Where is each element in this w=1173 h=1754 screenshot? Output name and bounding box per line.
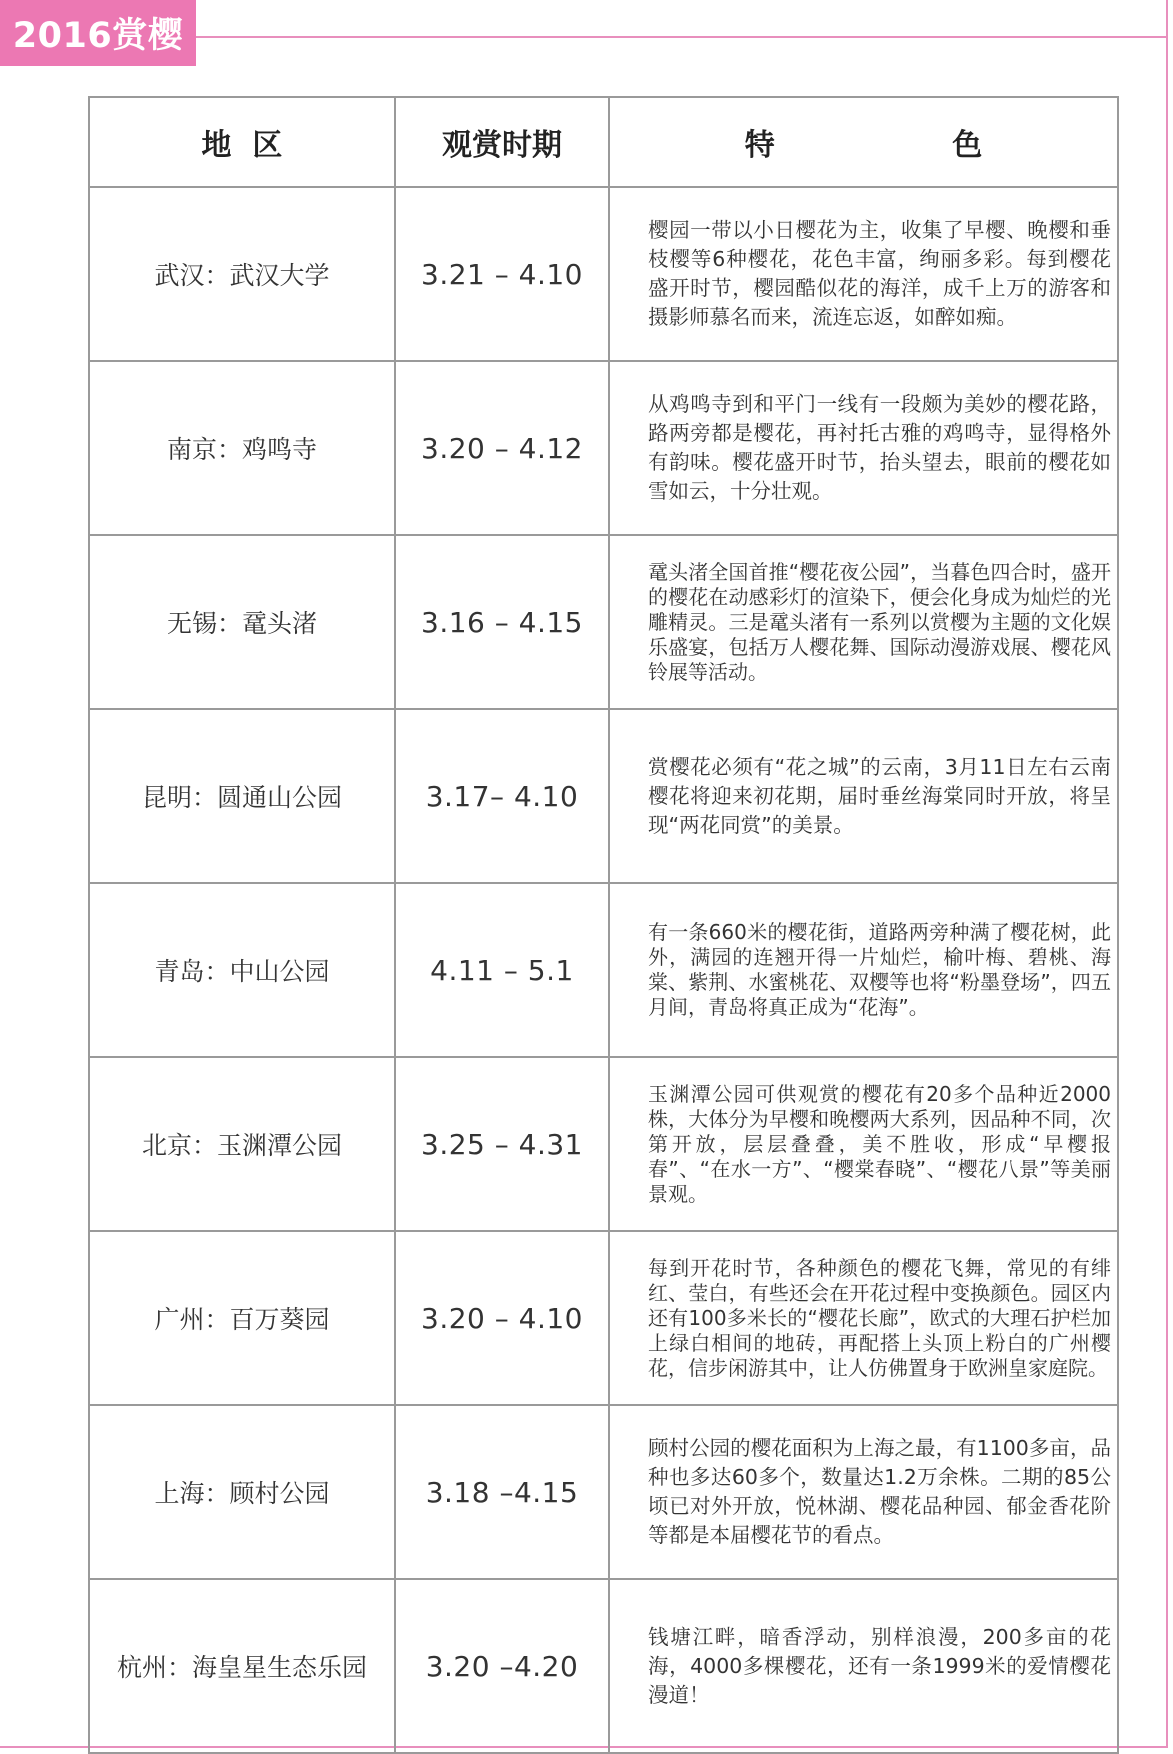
table-row	[89, 1231, 1118, 1405]
cell-feature: 钱塘江畔，暗香浮动，别样浪漫，200多亩的花海，4000多棵樱花，还有一条1999米的爱情樱花漫道！	[609, 1579, 1118, 1753]
table-header-row	[89, 97, 1118, 187]
table-row	[89, 1579, 1118, 1753]
cell-feature: 从鸡鸣寺到和平门一线有一段颇为美妙的樱花路，路两旁都是樱花，再衬托古雅的鸡鸣寺，显得格外有韵味。樱花盛开时节，抬头望去，眼前的樱花如雪如云，十分壮观。	[609, 361, 1118, 535]
cell-region: 昆明：圆通山公园	[89, 709, 395, 883]
cell-region: 青岛：中山公园	[89, 883, 395, 1057]
cell-period: 3.18 –4.15	[395, 1405, 609, 1579]
table-row	[89, 535, 1118, 709]
table-row	[89, 187, 1118, 361]
page-title: 2016赏樱	[0, 0, 196, 66]
cell-region: 杭州：海皇星生态乐园	[89, 1579, 395, 1753]
cell-region: 武汉：武汉大学	[89, 187, 395, 361]
cell-region: 上海：顾村公园	[89, 1405, 395, 1579]
sakura-table	[88, 96, 1119, 1754]
cell-feature: 樱园一带以小日樱花为主，收集了早樱、晚樱和垂枝樱等6种樱花，花色丰富，绚丽多彩。每到樱花盛开时节，樱园酷似花的海洋，成千上万的游客和摄影师慕名而来，流连忘返，如醉如痴。	[609, 187, 1118, 361]
cell-region: 无锡：鼋头渚	[89, 535, 395, 709]
cell-period: 3.20 – 4.10	[395, 1231, 609, 1405]
table-row	[89, 361, 1118, 535]
table-row	[89, 709, 1118, 883]
table-row	[89, 883, 1118, 1057]
table-row	[89, 1057, 1118, 1231]
cell-period: 4.11 – 5.1	[395, 883, 609, 1057]
cell-period: 3.21 – 4.10	[395, 187, 609, 361]
cell-feature: 有一条660米的樱花街，道路两旁种满了樱花树，此外，满园的连翘开得一片灿烂，榆叶梅、碧桃、海棠、紫荆、水蜜桃花、双樱等也将“粉墨登场”，四五月间，青岛将真正成为“花海”。	[609, 883, 1118, 1057]
cell-feature: 顾村公园的樱花面积为上海之最，有1100多亩，品种也多达60多个，数量达1.2万余株。二期的85公顷已对外开放，悦林湖、樱花品种园、郁金香花阶等都是本届樱花节的看点。	[609, 1405, 1118, 1579]
cell-region: 南京：鸡鸣寺	[89, 361, 395, 535]
cell-region: 北京：玉渊潭公园	[89, 1057, 395, 1231]
cell-region: 广州：百万葵园	[89, 1231, 395, 1405]
title-underline	[190, 36, 1168, 38]
cell-period: 3.25 – 4.31	[395, 1057, 609, 1231]
cell-period: 3.20 –4.20	[395, 1579, 609, 1753]
cell-feature: 鼋头渚全国首推“樱花夜公园”，当暮色四合时，盛开的樱花在动感彩灯的渲染下，便会化身成为灿烂的光雕精灵。三是鼋头渚有一系列以赏樱为主题的文化娱乐盛宴，包括万人樱花舞、国际动漫游戏展、樱花风铃展等活动。	[609, 535, 1118, 709]
cell-feature: 每到开花时节，各种颜色的樱花飞舞，常见的有绯红、莹白，有些还会在开花过程中变换颜色。园区内还有100多米长的“樱花长廊”，欧式的大理石护栏加上绿白相间的地砖，再配搭上头顶上粉白的广州樱花，信步闲游其中，让人仿佛置身于欧洲皇家庭院。	[609, 1231, 1118, 1405]
column-header-region: 地 区	[89, 97, 395, 187]
cell-period: 3.16 – 4.15	[395, 535, 609, 709]
column-header-period: 观赏时期	[395, 97, 609, 187]
cell-period: 3.20 – 4.12	[395, 361, 609, 535]
column-header-feature: 特 色	[609, 97, 1118, 187]
table-row	[89, 1405, 1118, 1579]
cell-period: 3.17– 4.10	[395, 709, 609, 883]
cell-feature: 玉渊潭公园可供观赏的樱花有20多个品种近2000株，大体分为早樱和晚樱两大系列，因品种不同，次第开放，层层叠叠，美不胜收，形成“早樱报春”、“在水一方”、“樱棠春晓”、“樱花八景”等美丽景观。	[609, 1057, 1118, 1231]
cell-feature: 赏樱花必须有“花之城”的云南，3月11日左右云南樱花将迎来初花期，届时垂丝海棠同时开放，将呈现“两花同赏”的美景。	[609, 709, 1118, 883]
